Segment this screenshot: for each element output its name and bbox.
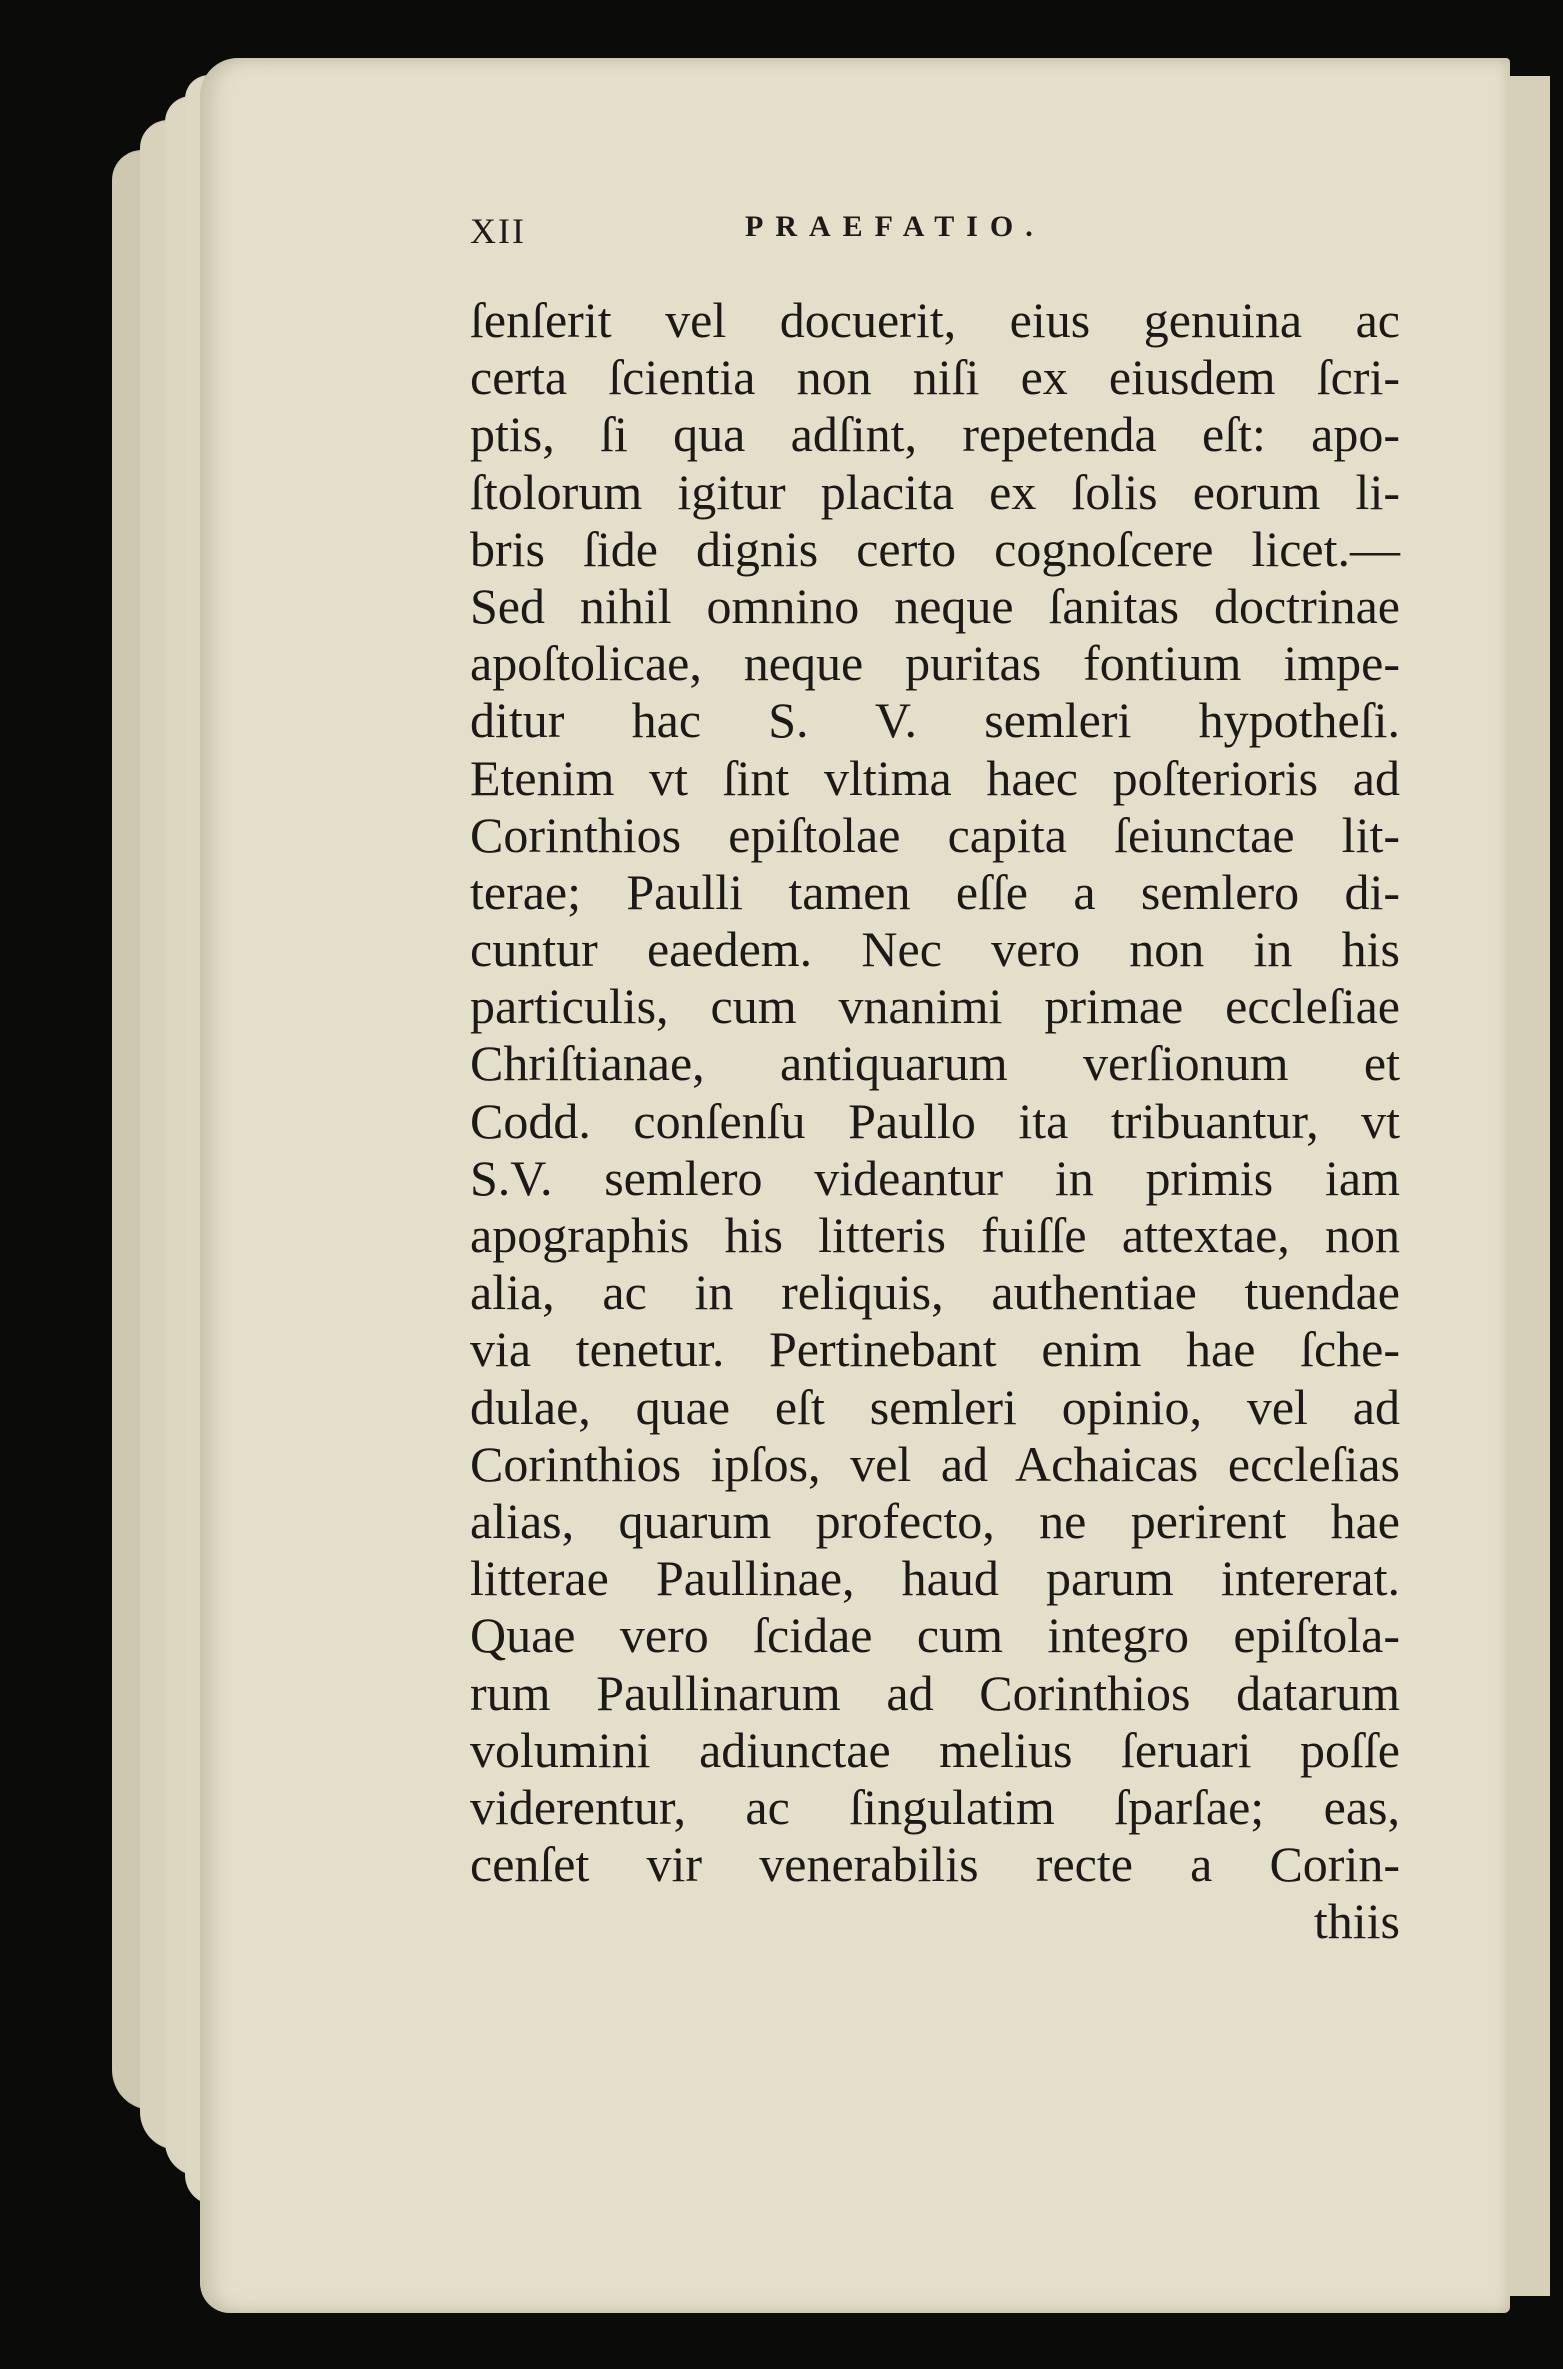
text-line: alias, quarum profecto, ne perirent hae xyxy=(470,1492,1400,1549)
text-line: via tenetur. Pertinebant enim hae ſche- xyxy=(470,1321,1400,1378)
text-line: cenſet vir venerabilis recte a Corin- xyxy=(470,1836,1400,1893)
text-line: alia, ac in reliquis, authentiae tuendae xyxy=(470,1264,1400,1321)
catchword-row xyxy=(470,1893,1400,1950)
text-line: Chriſtianae, antiquarum verſionum et xyxy=(470,1035,1400,1092)
text-line: litterae Paullinae, haud parum intererat. xyxy=(470,1550,1400,1607)
facing-page-edge xyxy=(1508,76,1550,2296)
running-title: PRAEFATIO. xyxy=(745,210,1045,243)
text-line: particulis, cum vnanimi primae eccleſiae xyxy=(470,978,1400,1035)
text-line: viderentur, ac ſingulatim ſparſae; eas, xyxy=(470,1778,1400,1835)
text-line: Sed nihil omnino neque ſanitas doctrinae xyxy=(470,577,1400,634)
text-line: volumini adiunctae melius ſeruari poſſe xyxy=(470,1721,1400,1778)
page-header xyxy=(470,210,1370,260)
text-line: apoſtolicae, neque puritas fontium impe- xyxy=(470,635,1400,692)
text-line: ditur hac S. V. semleri hypotheſi. xyxy=(470,692,1400,749)
text-line: ſenſerit vel docuerit, eius genuina ac xyxy=(470,292,1400,348)
text-line: Codd. conſenſu Paullo ita tribuantur, vt xyxy=(470,1092,1400,1149)
text-line: rum Paullinarum ad Corinthios datarum xyxy=(470,1664,1400,1721)
page-number: XII xyxy=(470,211,526,251)
text-line: ſtolorum igitur placita ex ſolis eorum li- xyxy=(470,463,1400,520)
text-line: apographis his litteris fuiſſe attextae, non xyxy=(470,1207,1400,1263)
text-line: Corinthios epiſtolae capita ſeiunctae lit- xyxy=(470,806,1400,863)
text-line: Etenim vt ſint vltima haec poſterioris ad xyxy=(470,749,1400,806)
text-line: terae; Paulli tamen eſſe a semlero di- xyxy=(470,863,1400,920)
text-line: ptis, ſi qua adſint, repetenda eſt: apo- xyxy=(470,406,1400,463)
catchword: thiis xyxy=(1313,1893,1400,1950)
body-text xyxy=(470,292,1400,1950)
text-line: Quae vero ſcidae cum integro epiſtola- xyxy=(470,1607,1400,1664)
text-line: certa ſcientia non niſi ex eiusdem ſcri- xyxy=(470,349,1400,406)
text-line: bris ſide dignis certo cognoſcere licet.— xyxy=(470,520,1400,577)
text-line: S.V. semlero videantur in primis iam xyxy=(470,1149,1400,1206)
text-line: cuntur eaedem. Nec vero non in his xyxy=(470,921,1400,978)
text-line: dulae, quae eſt semleri opinio, vel ad xyxy=(470,1378,1400,1435)
text-line: Corinthios ipſos, vel ad Achaicas eccleſias xyxy=(470,1435,1400,1492)
